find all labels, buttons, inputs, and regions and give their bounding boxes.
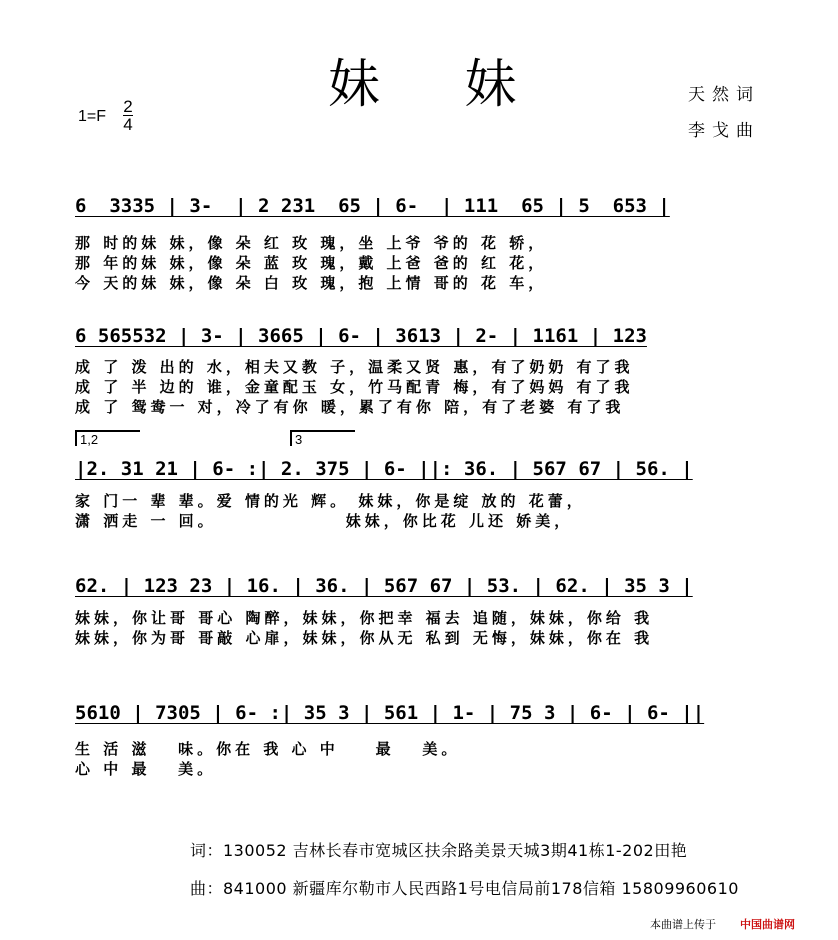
key-signature: 1=F bbox=[78, 108, 107, 125]
time-signature bbox=[123, 98, 133, 133]
notes-line-2: 6 565532 | 3- | 3665 | 6- | 3613 | 2- | 1161 | 123 bbox=[75, 325, 647, 347]
notes-line-3: |2. 31 21 | 6- :| 2. 375 | 6- ||: 36. | 567 67 | 56. | bbox=[75, 458, 693, 480]
time-signature-bottom: 4 bbox=[123, 115, 133, 134]
volta-3: 3 bbox=[290, 430, 355, 446]
notes-line-1: 6 3335 | 3- | 2 231 65 | 6- | 111 65 | 5 653 | bbox=[75, 195, 670, 217]
lyrics-line-4-verse-2: 妹妹，你为哥 哥敲 心扉，妹妹，你从无 私到 无悔，妹妹，你在 我 bbox=[75, 629, 654, 647]
site-logo: 中国曲谱网 bbox=[740, 918, 795, 931]
notes-line-5: 5610 | 7305 | 6- :| 35 3 | 561 | 1- | 75 3 | 6- | 6- || bbox=[75, 702, 705, 724]
lyrics-line-5-verse-2: 心 中 最 美。 bbox=[75, 760, 217, 778]
upload-note: 本曲谱上传于 bbox=[650, 918, 716, 931]
lyrics-line-1-verse-3: 今 天的妹 妹，像 朵 白 玫 瑰，抱 上情 哥的 花 车， bbox=[75, 274, 548, 292]
lyrics-line-1-verse-1: 那 时的妹 妹，像 朵 红 玫 瑰，坐 上爷 爷的 花 轿， bbox=[75, 234, 548, 252]
lyrics-line-2-verse-2: 成 了 半 边的 谁，金童配玉 女，竹马配青 梅，有了妈妈 有了我 bbox=[75, 378, 634, 396]
page-title: 妹 妹 bbox=[328, 55, 551, 115]
composer-address: 曲：841000 新疆库尔勒市人民西路1号电信局前178信箱 15809960610 bbox=[190, 879, 739, 898]
lyricist-address: 词：130052 吉林长春市宽城区扶余路美景天城3期41栋1-202田艳 bbox=[190, 841, 688, 860]
volta-1-2: 1,2 bbox=[75, 430, 140, 446]
notes-line-4: 62. | 123 23 | 16. | 36. | 567 67 | 53. | 62. | 35 3 | bbox=[75, 575, 693, 597]
lyricist-credit: 天然词 bbox=[688, 85, 760, 105]
lyrics-line-1-verse-2: 那 年的妹 妹，像 朵 蓝 玫 瑰，戴 上爸 爸的 红 花， bbox=[75, 254, 548, 272]
lyrics-line-2-verse-1: 成 了 泼 出的 水，相夫又教 子，温柔又贤 惠，有了奶奶 有了我 bbox=[75, 358, 634, 376]
composer-credit: 李戈曲 bbox=[688, 121, 760, 141]
lyrics-line-3-verse-1: 家 门一 辈 辈。爱 情的光 辉。 妹妹，你是绽 放的 花蕾， bbox=[75, 492, 586, 510]
lyrics-line-3-verse-2: 潇 洒走 一 回。 妹妹，你比花 儿还 娇美， bbox=[75, 512, 574, 530]
lyrics-line-5-verse-1: 生 活 滋 味。你在 我 心 中 最 美。 bbox=[75, 740, 461, 758]
time-signature-top: 2 bbox=[123, 97, 133, 116]
lyrics-line-4-verse-1: 妹妹，你让哥 哥心 陶醉，妹妹，你把幸 福去 追随，妹妹，你给 我 bbox=[75, 609, 654, 627]
lyrics-line-2-verse-3: 成 了 鸳鸯一 对，冷了有你 暖，累了有你 陪，有了老婆 有了我 bbox=[75, 398, 625, 416]
